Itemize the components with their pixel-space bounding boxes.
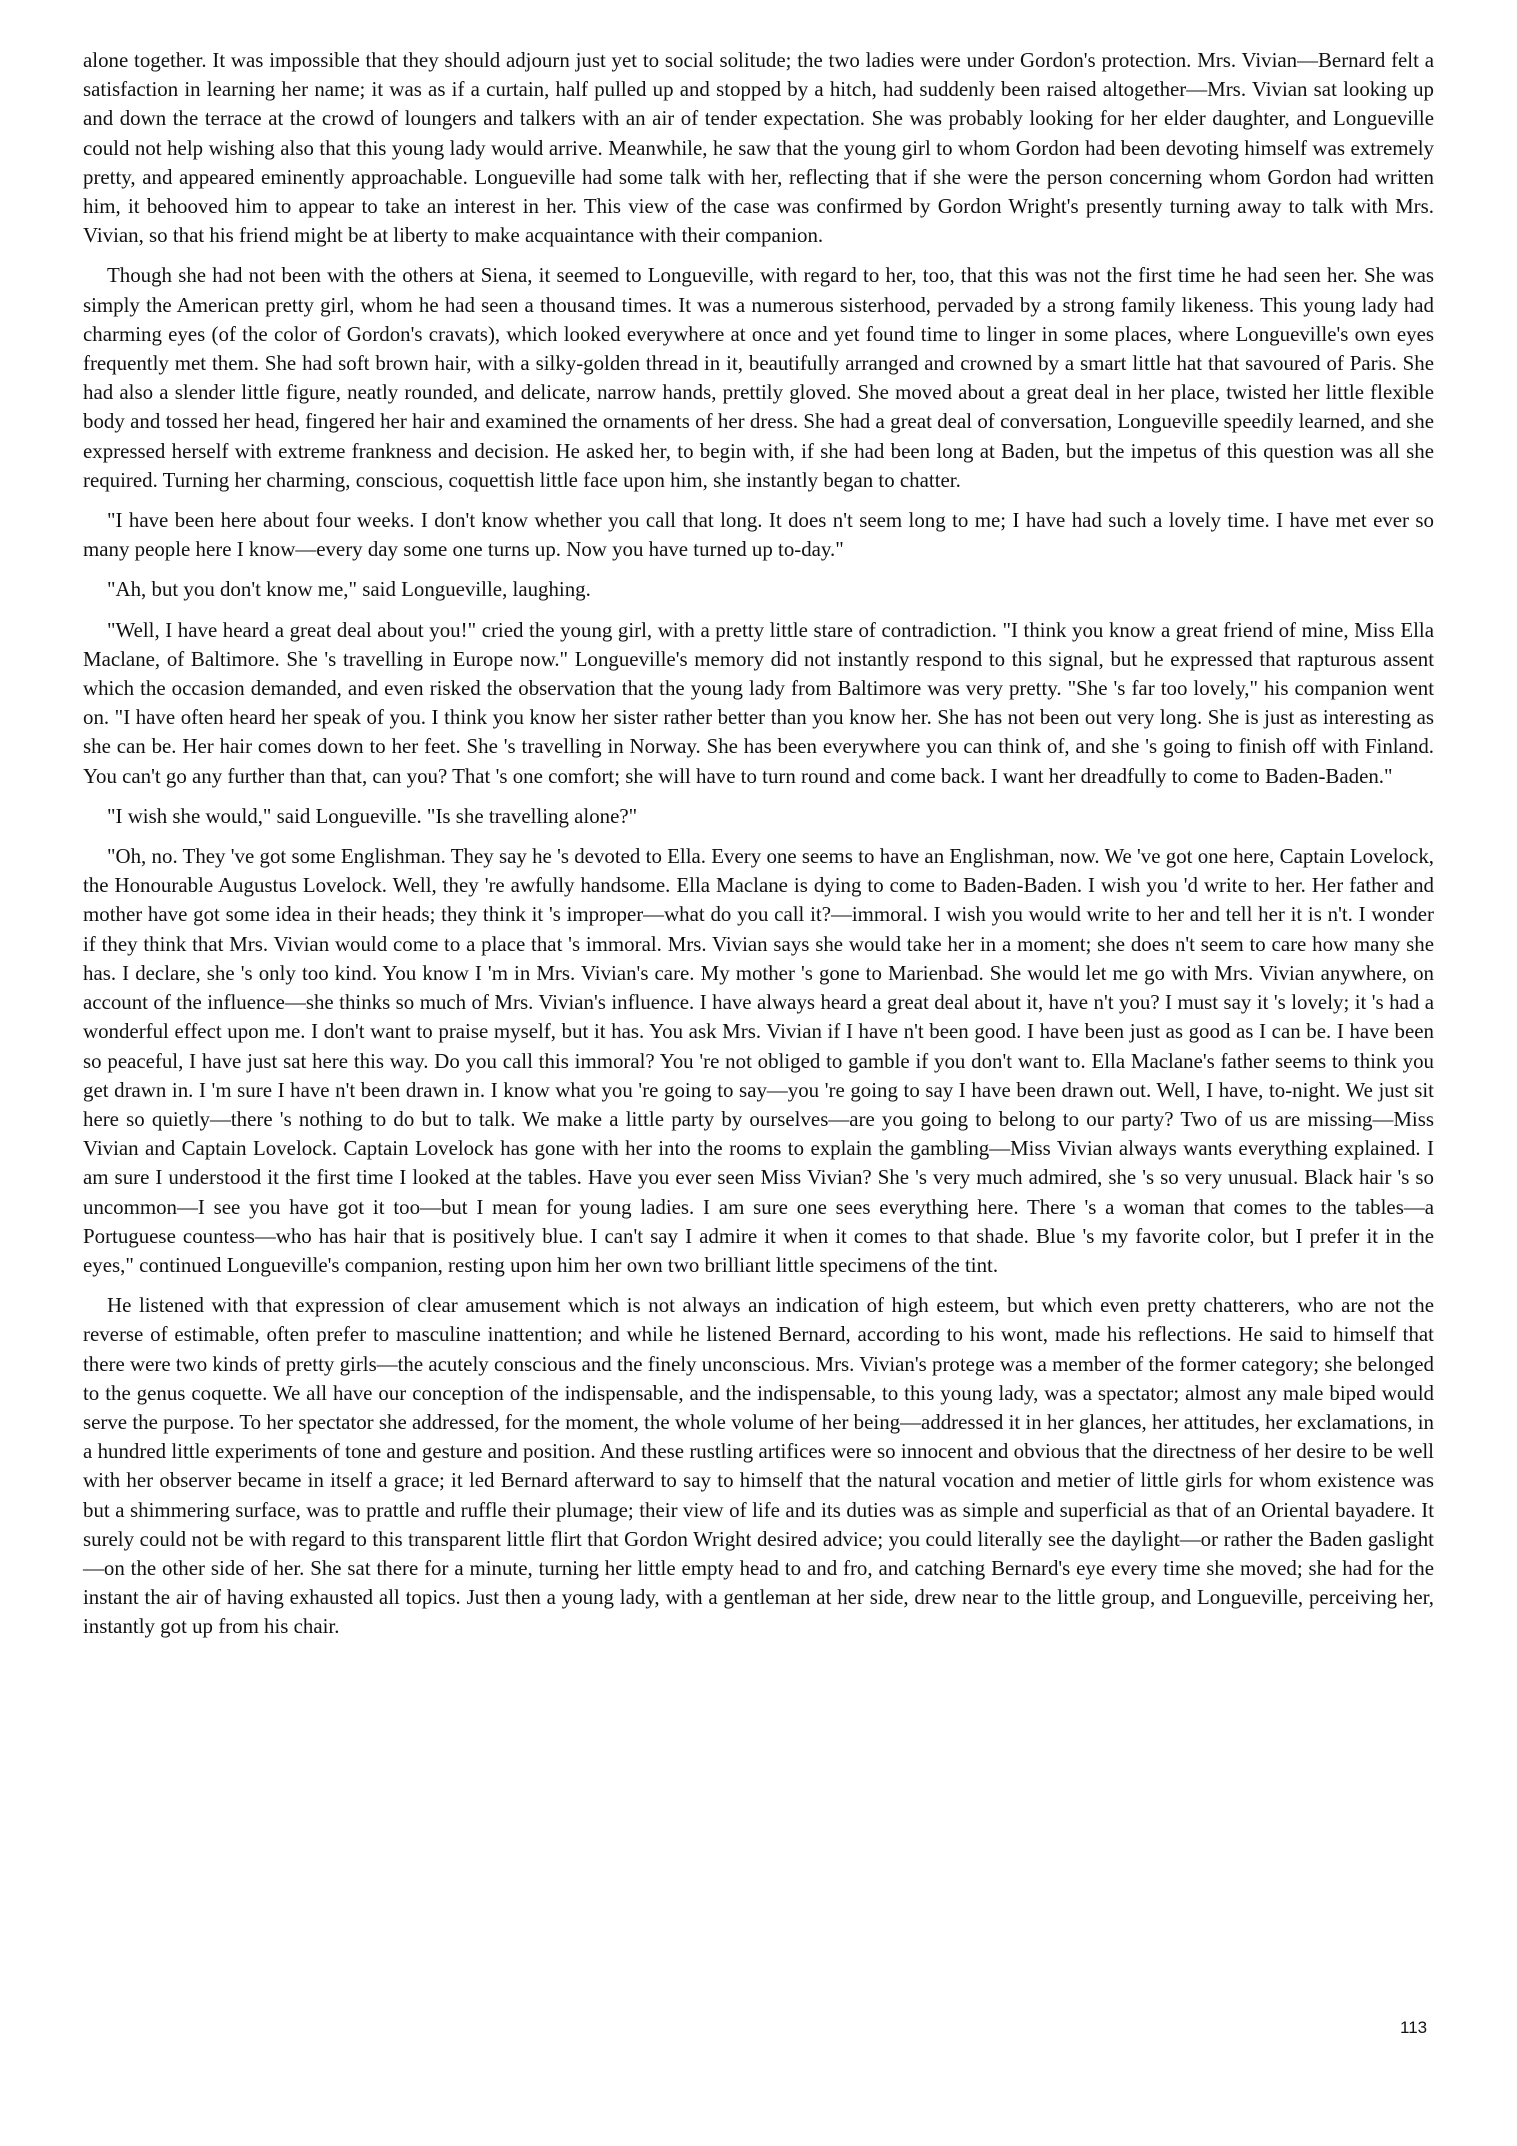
page-body [83, 46, 1434, 1653]
paragraph-5: "Well, I have heard a great deal about you!" cried the young girl, with a pretty little stare of contradiction. "I think you know a great friend of mine, Miss Ella Maclane, of Baltimore. She 's travelling in Europe now." Longueville's memory did not instantly respond to this signal, but he expressed that rapturous assent which the occasion demanded, and even risked the observation that the young lady from Baltimore was very pretty. "She 's far too lovely," his companion went on. "I have often heard her speak of you. I think you know her sister rather better than you know her. She has not been out very long. She is just as interesting as she can be. Her hair comes down to her feet. She 's travelling in Norway. She has been everywhere you can think of, and she 's going to finish off with Finland. You can't go any further than that, can you? That 's one comfort; she will have to turn round and come back. I want her dreadfully to come to Baden-Baden." [83, 617, 1434, 788]
paragraph-8: He listened with that expression of clear amusement which is not always an indication of high esteem, but which even pretty chatterers, who are not the reverse of estimable, often prefer to masculine inattention; and while he listened Bernard, according to his wont, made his reflections. He said to himself that there were two kinds of pretty girls—the acutely conscious and the finely unconscious. Mrs. Vivian's protege was a member of the former category; she belonged to the genus coquette. We all have our conception of the indispensable, and the indispensable, to this young lady, was a spectator; almost any male biped would serve the purpose. To her spectator she addressed, for the moment, the whole volume of her being—addressed it in her glances, her attitudes, her exclamations, in a hundred little experiments of tone and gesture and position. And these rustling artifices were so innocent and obvious that the directness of her desire to be well with her observer became in itself a grace; it led Bernard afterward to say to himself that the natural vocation and metier of little girls for whom existence was but a shimmering surface, was to prattle and ruffle their plumage; their view of life and its duties was as simple and superficial as that of an Oriental bayadere. It surely could not be with regard to this transparent little flirt that Gordon Wright desired advice; you could literally see the daylight—or rather the Baden gaslight—on the other side of her. She sat there for a minute, turning her little empty head to and fro, and catching Bernard's eye every time she moved; she had for the instant the air of having exhausted all topics. Just then a young lady, with a gentleman at her side, drew near to the little group, and Longueville, perceiving her, instantly got up from his chair. [83, 1293, 1434, 1639]
paragraph-3: "I have been here about four weeks. I don't know whether you call that long. It does n't seem long to me; I have had such a lovely time. I have met ever so many people here I know—every day some one turns up. Now you have turned up to-day." [83, 508, 1434, 562]
paragraph-1: alone together. It was impossible that they should adjourn just yet to social solitude; the two ladies were under Gordon's protection. Mrs. Vivian—Bernard felt a satisfaction in learning her name; it was as if a curtain, half pulled up and stopped by a hitch, had suddenly been raised altogether—Mrs. Vivian sat looking up and down the terrace at the crowd of loungers and talkers with an air of tender expectation. She was probably looking for her elder daughter, and Longueville could not help wishing also that this young lady would arrive. Meanwhile, he saw that the young girl to whom Gordon had been devoting himself was extremely pretty, and appeared eminently approachable. Longueville had some talk with her, reflecting that if she were the person concerning whom Gordon had written him, it behooved him to appear to take an interest in her. This view of the case was confirmed by Gordon Wright's presently turning away to talk with Mrs. Vivian, so that his friend might be at liberty to make acquaintance with their companion. [83, 48, 1434, 248]
paragraph-7: "Oh, no. They 've got some Englishman. They say he 's devoted to Ella. Every one seems to have an Englishman, now. We 've got one here, Captain Lovelock, the Honourable Augustus Lovelock. Well, they 're awfully handsome. Ella Maclane is dying to come to Baden-Baden. I wish you 'd write to her. Her father and mother have got some idea in their heads; they think it 's improper—what do you call it?—immoral. I wish you would write to her and tell her it is n't. I wonder if they think that Mrs. Vivian would come to a place that 's immoral. Mrs. Vivian says she would take her in a moment; she does n't seem to care how many she has. I declare, she 's only too kind. You know I 'm in Mrs. Vivian's care. My mother 's gone to Marienbad. She would let me go with Mrs. Vivian anywhere, on account of the influence—she thinks so much of Mrs. Vivian's influence. I have always heard a great deal about it, have n't you? I must say it 's lovely; it 's had a wonderful effect upon me. I don't want to praise myself, but it has. You ask Mrs. Vivian if I have n't been good. I have been just as good as I can be. I have been so peaceful, I have just sat here this way. Do you call this immoral? You 're not obliged to gamble if you don't want to. Ella Maclane's father seems to think you get drawn in. I 'm sure I have n't been drawn in. I know what you 're going to say—you 're going to say I have been drawn out. Well, I have, to-night. We just sit here so quietly—there 's nothing to do but to talk. We make a little party by ourselves—are you going to belong to our party? Two of us are missing—Miss Vivian and Captain Lovelock. Captain Lovelock has gone with her into the rooms to explain the gambling—Miss Vivian always wants everything explained. I am sure I understood it the first time I looked at the tables. Have you ever seen Miss Vivian? She 's very much admired, she 's so very unusual. Black hair 's so uncommon—I see you have got it too—but I mean for young ladies. I am sure one sees everything here. There 's a woman that comes to the tables—a Portuguese countess—who has hair that is positively blue. I can't say I admire it when it comes to that shade. Blue 's my favorite color, but I prefer it in the eyes," continued Longueville's companion, resting upon him her own two brilliant little specimens of the tint. [83, 844, 1434, 1277]
paragraph-4: "Ah, but you don't know me," said Longueville, laughing. [107, 577, 591, 602]
paragraph-6: "I wish she would," said Longueville. "Is she travelling alone?" [107, 803, 638, 828]
page-number: 113 [1400, 2018, 1428, 2037]
paragraph-2: Though she had not been with the others at Siena, it seemed to Longueville, with regard to her, too, that this was not the first time he had seen her. She was simply the American pretty girl, whom he had seen a thousand times. It was a numerous sisterhood, pervaded by a strong family likeness. This young lady had charming eyes (of the color of Gordon's cravats), which looked everywhere at once and yet found time to linger in some places, where Longueville's own eyes frequently met them. She had soft brown hair, with a silky-golden thread in it, beautifully arranged and crowned by a smart little hat that savoured of Paris. She had also a slender little figure, neatly rounded, and delicate, narrow hands, prettily gloved. She moved about a great deal in her place, twisted her little flexible body and tossed her head, fingered her hair and examined the ornaments of her dress. She had a great deal of conversation, Longueville speedily learned, and she expressed herself with extreme frankness and decision. He asked her, to begin with, if she had been long at Baden, but the impetus of this question was all she required. Turning her charming, conscious, coquettish little face upon him, she instantly began to chatter. [83, 263, 1434, 492]
